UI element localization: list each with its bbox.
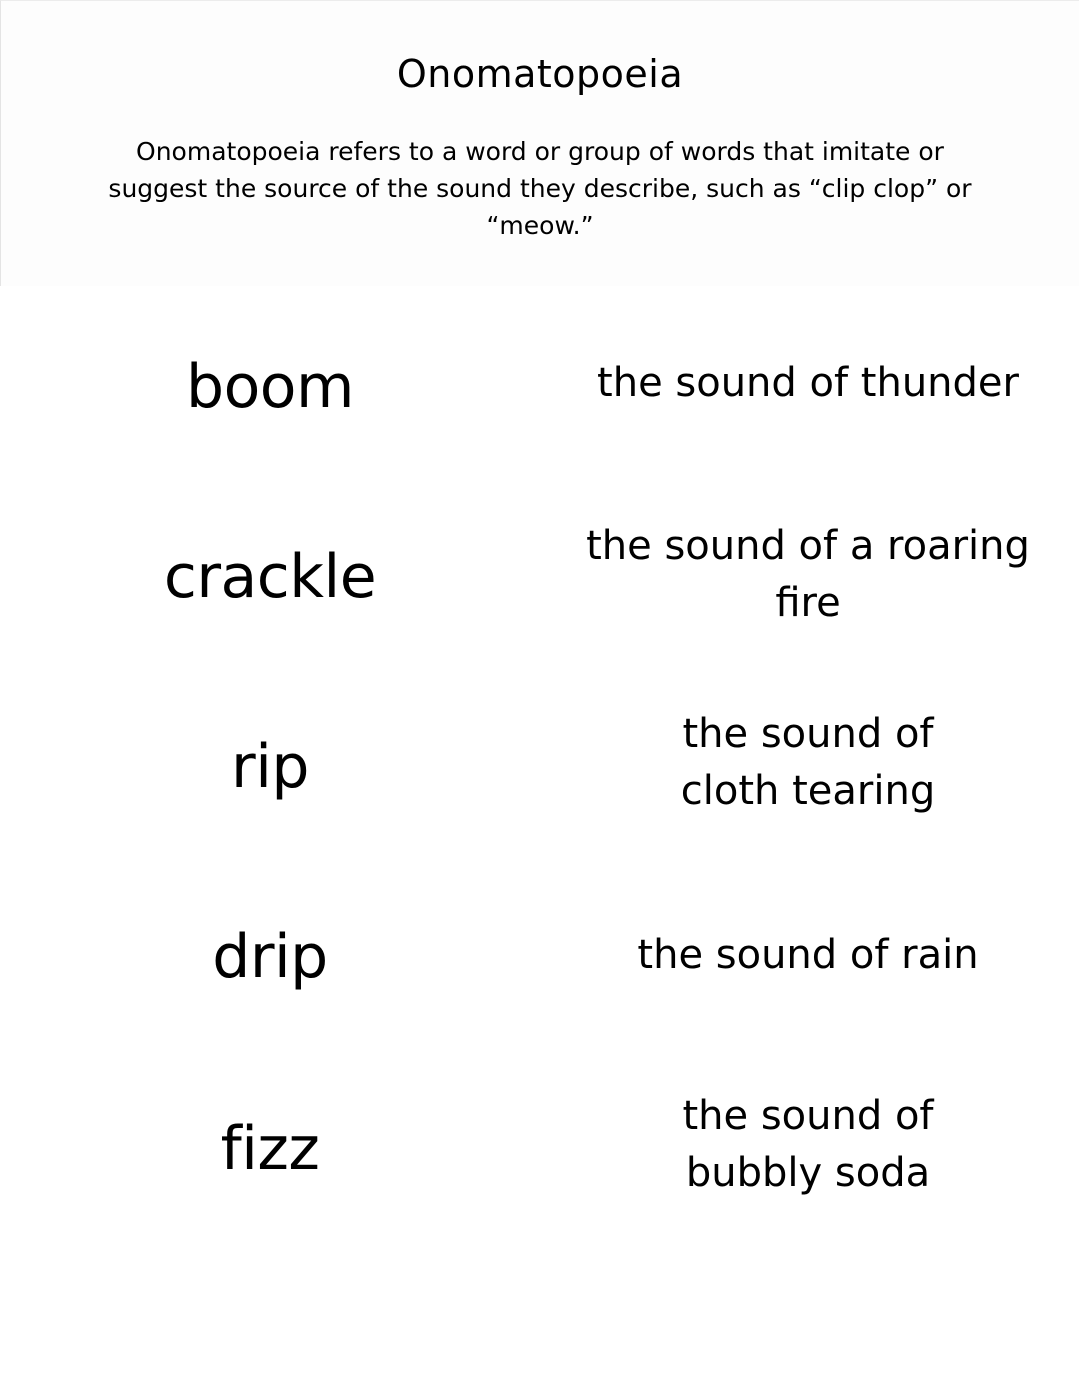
page-title: Onomatopoeia	[396, 52, 684, 96]
onomatopoeia-word: fizz	[220, 1114, 320, 1184]
onomatopoeia-word: rip	[231, 732, 309, 802]
sound-description: the sound of thunder	[597, 359, 1019, 406]
list-item	[0, 500, 1080, 650]
list-item	[0, 310, 1080, 460]
list-item	[0, 880, 1080, 1030]
sound-description: the sound of cloth tearing	[680, 711, 936, 814]
onomatopoeia-word: boom	[186, 352, 354, 422]
onomatopoeia-word: drip	[212, 922, 328, 992]
definition-text: Onomatopoeia refers to a word or group of words that imitate or suggest the source of the sound they describe, such as “clip clop” or “meow.”	[108, 137, 972, 240]
list-item	[0, 1072, 1080, 1222]
onomatopoeia-word: crackle	[163, 542, 377, 612]
sound-description: the sound of rain	[637, 931, 979, 978]
sound-description: the sound of bubbly soda	[682, 1093, 934, 1196]
list-item	[0, 690, 1080, 840]
sound-description: the sound of a roaring fire	[586, 523, 1030, 626]
